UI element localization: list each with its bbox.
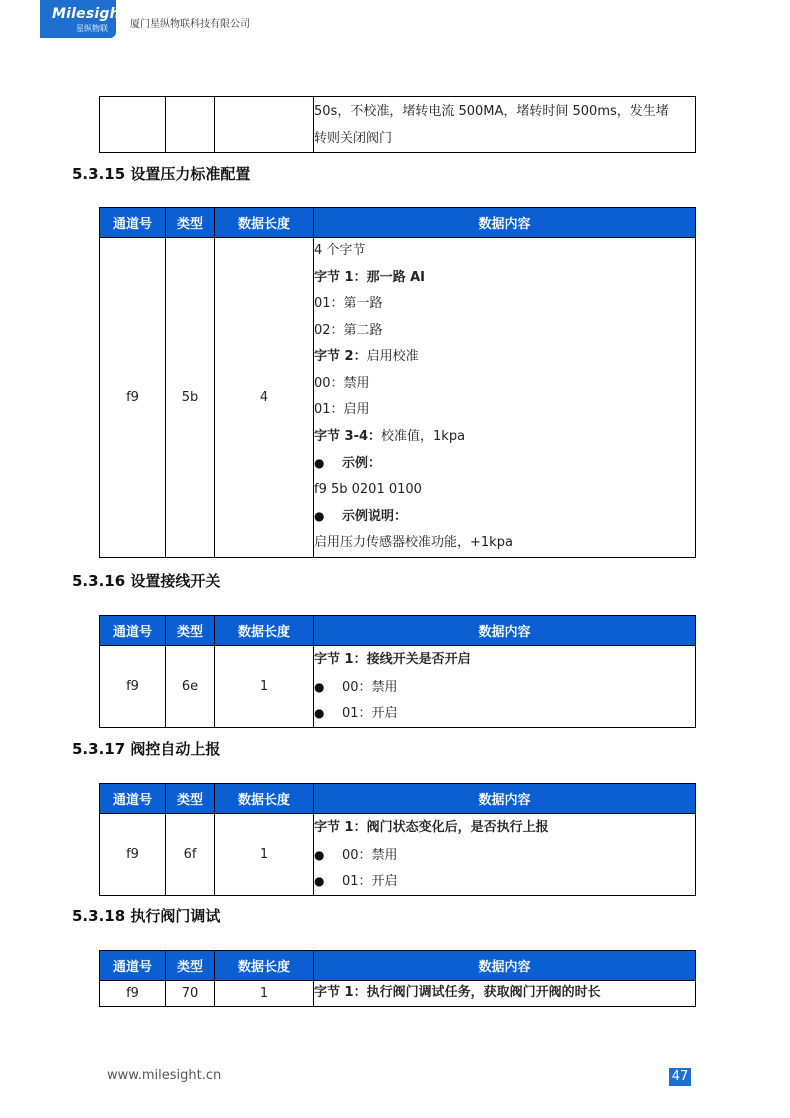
content-line — [314, 238, 695, 265]
content-line — [314, 344, 695, 371]
company-name: 厦门星纵物联科技有限公司 — [130, 19, 250, 30]
content-line: 转则关闭阀门 — [314, 130, 393, 146]
length-cell: 4 — [215, 238, 314, 558]
line-text: f9 5b 0201 0100 — [314, 481, 422, 497]
header-content: 数据内容 — [314, 208, 696, 238]
header-channel: 通道号 — [100, 784, 166, 814]
content-line: 50s，不校准，堵转电流 500MA，堵转时间 500ms，发生堵 — [314, 104, 669, 119]
line-text: 字节 3-4： — [314, 428, 382, 444]
bullet-line — [314, 700, 695, 727]
line-text: 02：第二路 — [314, 322, 383, 338]
line-text: 00：禁用 — [314, 375, 370, 391]
milesight-logo — [40, 0, 127, 38]
line-text: 01：启用 — [314, 402, 370, 417]
channel-cell: f9 — [100, 238, 166, 558]
header-content: 数据内容 — [314, 951, 696, 981]
content-cell — [314, 981, 696, 1007]
content-cell — [314, 97, 696, 153]
bullet-line — [314, 450, 695, 477]
content-line — [314, 291, 695, 318]
logo-text: Milesight — [52, 6, 127, 22]
section-heading: 5.3.18 执行阀门调试 — [72, 907, 221, 925]
length-cell: 1 — [215, 646, 314, 728]
line-text: 启用校准 — [366, 349, 419, 364]
content-line: 字节 1：阀门状态变化后，是否执行上报 — [314, 820, 549, 835]
bullet-line — [314, 674, 695, 701]
continued-table — [99, 96, 696, 153]
line-text: 00：禁用 — [342, 679, 398, 695]
header-channel: 通道号 — [100, 208, 166, 238]
header-length: 数据长度 — [215, 951, 314, 981]
content-cell — [314, 646, 696, 728]
content-line: 字节 1：接线开关是否开启 — [314, 652, 471, 667]
type-cell: 6e — [166, 646, 215, 728]
channel-cell: f9 — [100, 814, 166, 896]
line-text: 校准值，1kpa — [381, 428, 466, 444]
content-line — [314, 530, 695, 557]
bullet-line — [314, 503, 695, 530]
content-cell — [314, 238, 696, 558]
header-type: 类型 — [166, 616, 215, 646]
section-heading: 5.3.16 设置接线开关 — [72, 572, 221, 590]
header-type: 类型 — [166, 784, 215, 814]
empty-cell — [100, 97, 166, 153]
line-text: 示例说明： — [342, 509, 408, 524]
line-text: 4 个字节 — [314, 243, 366, 258]
content-line — [314, 477, 695, 504]
type-cell: 70 — [166, 981, 215, 1007]
channel-cell: f9 — [100, 646, 166, 728]
line-text: 01：第一路 — [314, 296, 383, 311]
command-table — [99, 783, 696, 896]
header-length: 数据长度 — [215, 784, 314, 814]
channel-cell: f9 — [100, 981, 166, 1007]
type-cell: 5b — [166, 238, 215, 558]
line-text: 字节 2： — [314, 349, 367, 364]
header-content: 数据内容 — [314, 784, 696, 814]
header-type: 类型 — [166, 208, 215, 238]
type-cell: 6f — [166, 814, 215, 896]
section-heading: 5.3.17 阀控自动上报 — [72, 740, 221, 758]
line-text: 01：开启 — [342, 706, 398, 721]
content-line — [314, 424, 695, 451]
logo-subtext: 星纵物联 — [76, 24, 108, 33]
length-cell: 1 — [215, 981, 314, 1007]
content-line — [314, 318, 695, 345]
command-table — [99, 615, 696, 728]
header-length: 数据长度 — [215, 208, 314, 238]
page-number: 47 — [669, 1068, 691, 1086]
line-text: 字节 1： — [314, 269, 367, 285]
bullet-line — [314, 868, 695, 895]
header-channel: 通道号 — [100, 616, 166, 646]
length-cell: 1 — [215, 814, 314, 896]
bullet-line — [314, 842, 695, 869]
section-heading: 5.3.15 设置压力标准配置 — [72, 165, 251, 183]
content-line: 字节 1：执行阀门调试任务，获取阀门开阀的时长 — [314, 985, 601, 1000]
content-line — [314, 371, 695, 398]
empty-cell — [215, 97, 314, 153]
content-line — [314, 397, 695, 424]
header-channel: 通道号 — [100, 951, 166, 981]
command-table — [99, 950, 696, 1007]
header-content: 数据内容 — [314, 616, 696, 646]
line-text: 01：开启 — [342, 874, 398, 889]
content-line — [314, 265, 695, 292]
footer-url[interactable]: www.milesight.cn — [107, 1068, 222, 1083]
line-text: 00：禁用 — [342, 847, 398, 863]
line-text: 那一路 AI — [366, 269, 426, 285]
content-cell — [314, 814, 696, 896]
command-table — [99, 207, 696, 558]
line-text: 启用压力传感器校准功能，+1kpa — [314, 534, 513, 550]
line-text: 示例： — [342, 456, 382, 471]
empty-cell — [166, 97, 215, 153]
header-length: 数据长度 — [215, 616, 314, 646]
header-type: 类型 — [166, 951, 215, 981]
